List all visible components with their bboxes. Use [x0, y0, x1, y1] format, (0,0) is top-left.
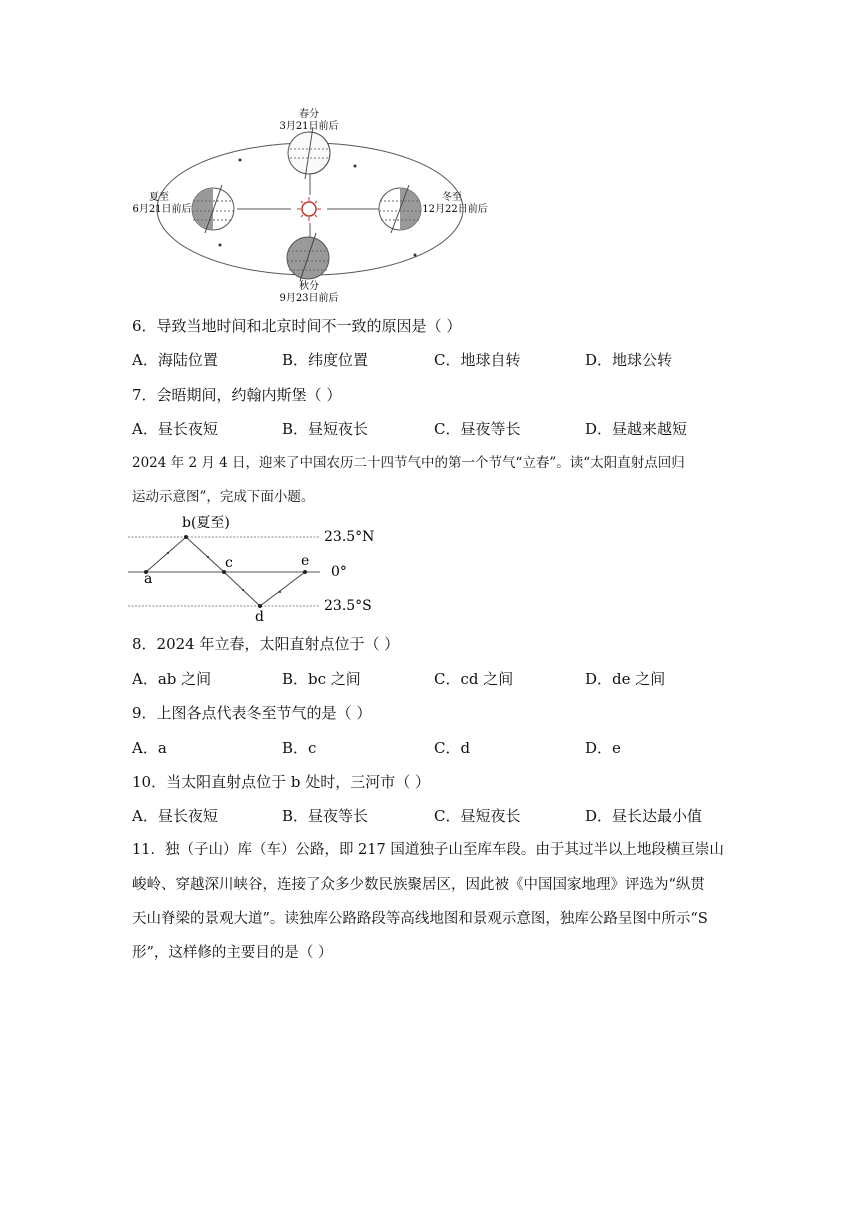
q9-option-c[interactable]: C．d	[434, 739, 471, 757]
q6-stem: 6．导致当地时间和北京时间不一致的原因是（ ）	[132, 317, 462, 335]
q7-option-a[interactable]: A．昼长夜短	[132, 420, 218, 438]
label-summer-name: 夏至	[149, 192, 169, 203]
q6-option-a[interactable]: A．海陆位置	[132, 351, 218, 369]
label-winter-name: 冬至	[442, 192, 462, 203]
q7-option-b[interactable]: B．昼短夜长	[282, 420, 369, 438]
q8-option-c[interactable]: C．cd 之间	[434, 670, 514, 688]
label-spring-date: 3月21日前后	[279, 121, 339, 132]
q7-option-d[interactable]: D．昼越来越短	[585, 420, 688, 438]
earth-autumn	[287, 233, 329, 281]
label-autumn-date: 9月23日前后	[279, 293, 339, 304]
q10-stem: 10．当太阳直射点位于 b 处时，三河市（ ）	[132, 773, 430, 791]
q6-option-d[interactable]: D．地球公转	[585, 351, 673, 369]
intro-line-2: 运动示意图”，完成下面小题。	[132, 489, 315, 505]
q8-stem: 8．2024 年立春，太阳直射点位于（ ）	[132, 635, 400, 653]
earth-revolution-figure	[125, 105, 505, 305]
sun-direct-point-figure	[128, 510, 388, 628]
q8-option-b[interactable]: B．bc 之间	[282, 670, 361, 688]
q8-option-d[interactable]: D．de 之间	[585, 670, 666, 688]
label-lat-north: 23.5°N	[324, 529, 375, 545]
q9-option-b[interactable]: B．c	[282, 739, 317, 757]
label-point-c: c	[225, 555, 233, 571]
label-lat-equator: 0°	[331, 564, 347, 580]
intro-line-1: 2024 年 2 月 4 日，迎来了中国农历二十四节气中的第一个节气“立春”。读“太阳直射点回归	[132, 455, 685, 471]
q8-option-a[interactable]: A．ab 之间	[132, 670, 212, 688]
q11-line-4: 形”，这样修的主要目的是（ ）	[132, 945, 333, 961]
earth-summer	[192, 185, 234, 233]
label-lat-south: 23.5°S	[324, 598, 372, 614]
label-point-b: b(夏至)	[182, 515, 230, 531]
label-autumn-name: 秋分	[299, 281, 319, 292]
q7-stem: 7．会晤期间，约翰内斯堡（ ）	[132, 386, 342, 404]
q11-line-1: 11．独（子山）库（车）公路，即 217 国道独子山至库车段。由于其过半以上地段横亘崇山	[132, 842, 724, 858]
earth-spring	[288, 127, 330, 179]
earth-winter	[379, 185, 421, 233]
q9-stem: 9．上图各点代表冬至节气的是（ ）	[132, 704, 372, 722]
label-point-a: a	[144, 571, 153, 587]
q6-option-c[interactable]: C．地球自转	[434, 351, 521, 369]
label-winter-date: 12月22日前后	[422, 204, 488, 215]
q11-line-3: 天山脊梁的景观大道”。读独库公路路段等高线地图和景观示意图，独库公路呈图中所示“S	[132, 911, 708, 927]
q6-option-b[interactable]: B．纬度位置	[282, 351, 369, 369]
q10-option-a[interactable]: A．昼长夜短	[132, 807, 218, 825]
label-spring-name: 春分	[299, 109, 319, 120]
q10-option-b[interactable]: B．昼夜等长	[282, 807, 369, 825]
label-summer-date: 6月21日前后	[132, 204, 192, 215]
q10-option-d[interactable]: D．昼长达最小值	[585, 807, 703, 825]
q11-line-2: 峻岭、穿越深川峡谷，连接了众多少数民族聚居区，因此被《中国国家地理》评选为“纵贯	[132, 877, 705, 893]
label-point-d: d	[255, 609, 264, 625]
q7-option-c[interactable]: C．昼夜等长	[434, 420, 521, 438]
label-point-e: e	[301, 553, 310, 569]
q9-option-d[interactable]: D．e	[585, 739, 621, 757]
q9-option-a[interactable]: A．a	[132, 739, 167, 757]
sun-icon	[297, 197, 321, 221]
q10-option-c[interactable]: C．昼短夜长	[434, 807, 521, 825]
